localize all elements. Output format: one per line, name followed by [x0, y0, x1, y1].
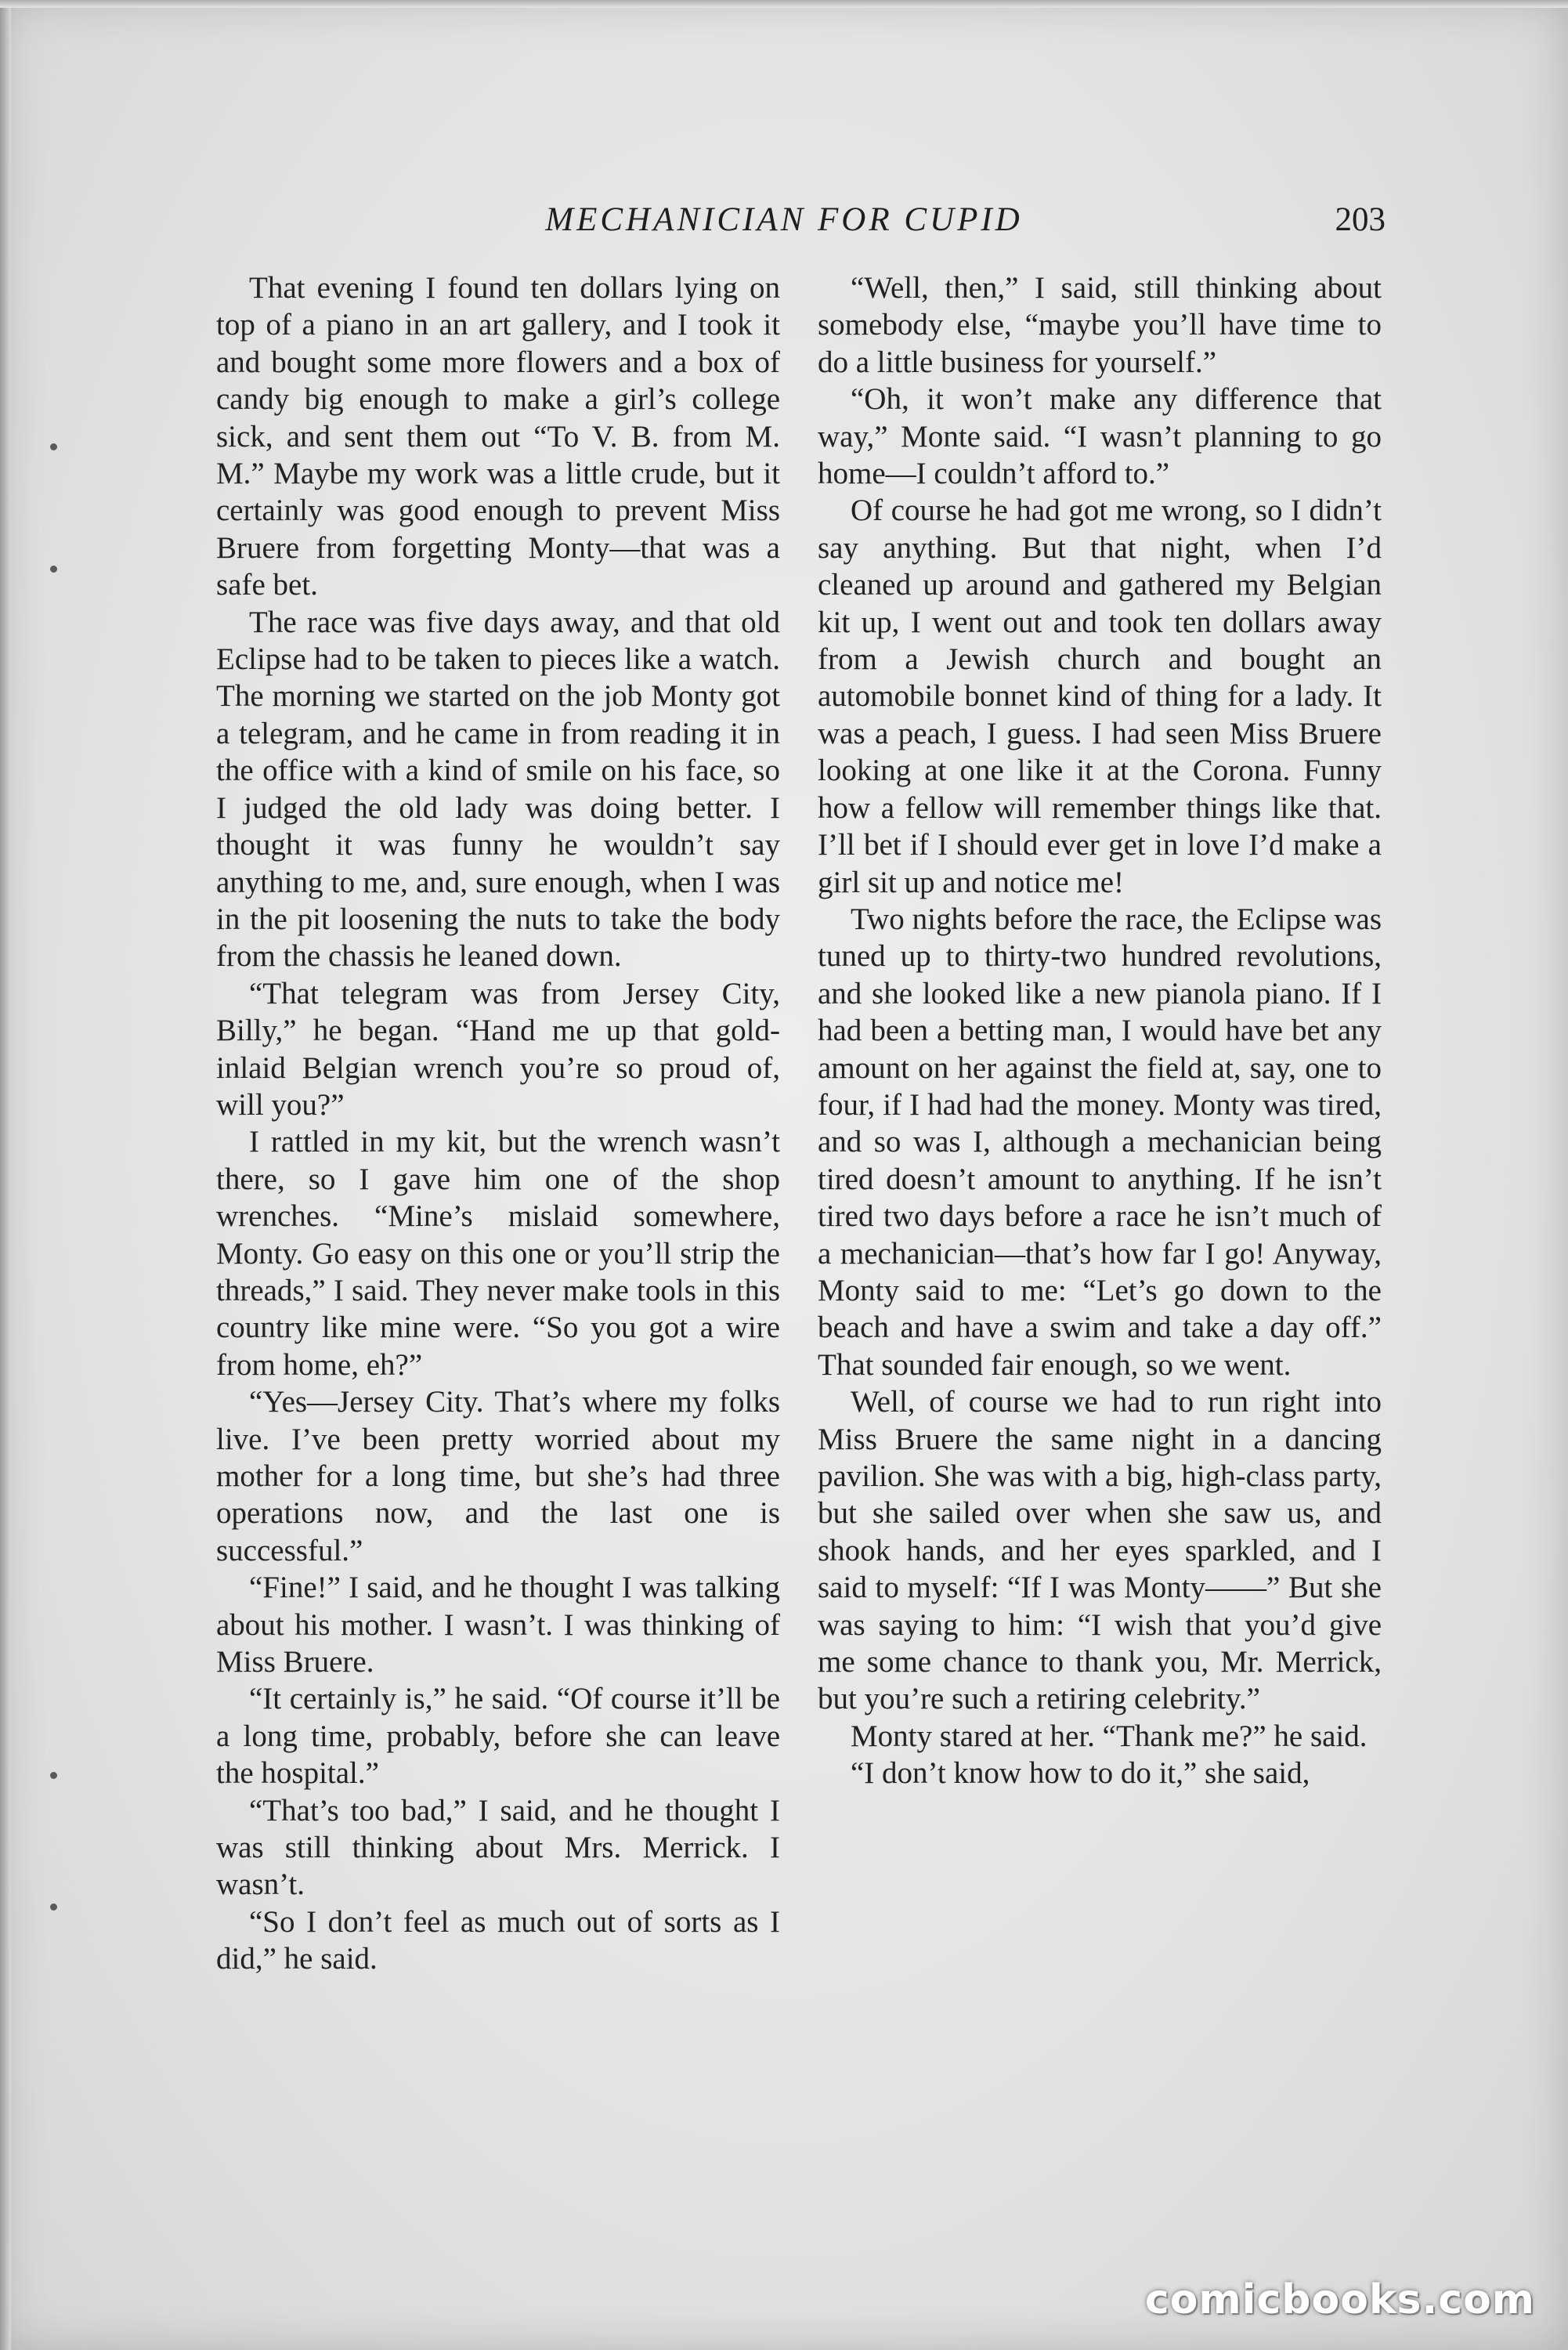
binding-hole [50, 443, 57, 450]
binding-hole [50, 1772, 57, 1779]
paragraph: “Well, then,” I said, still thinking about somebody else, “maybe you’ll have time to do a little business for yourself.” [818, 271, 1382, 379]
page-edge-top [0, 0, 1568, 8]
paragraph: “That’s too bad,” I said, and he thought I was still thinking about Mrs. Merrick. I wasn’t. [216, 1793, 780, 1902]
watermark: comicbooks.com [1144, 2276, 1535, 2323]
paragraph: “Fine!” I said, and he thought I was talking about his mother. I wasn’t. I was thinking of Miss Bruere. [216, 1571, 780, 1679]
paragraph: I rattled in my kit, but the wrench wasn’t there, so I gave him one of the shop wrenches. “Mine’s mislaid somewhere, Monty. Go easy on this one or you’ll strip the threads,” I said. They never make tools in this country like mine were. “So you got a wire from home, eh?” [216, 1125, 780, 1382]
paragraph: “It certainly is,” he said. “Of course it’ll be a long time, probably, before she can leave the hospital.” [216, 1682, 780, 1791]
paragraph: “I don’t know how to do it,” she said, [851, 1756, 1310, 1791]
page-edge [0, 0, 11, 2350]
page-header [0, 201, 1568, 248]
text-column-left [216, 269, 780, 1978]
paragraph: “Oh, it won’t make any difference that way,” Monte said. “I wasn’t planning to go home—I couldn’t afford to.” [818, 382, 1382, 491]
paragraph: “That telegram was from Jersey City, Billy,” he began. “Hand me up that gold-inlaid Belgian wrench you’re so proud of, will you?” [216, 976, 780, 1122]
paragraph: Monty stared at her. “Thank me?” he said. [851, 1719, 1367, 1753]
paragraph: Well, of course we had to run right into Miss Bruere the same night in a dancing pavilion. She was with a big, high-class party, but she sailed over when she saw us, and shook hands, and her eyes sparkled, and I said to myself: “If I was Monty——” But she was saying to him: “I wish that you’d give me some chance to thank you, Mr. Merrick, but you’re such a retiring celebrity.” [818, 1385, 1382, 1716]
paragraph: Of course he had got me wrong, so I didn’t say anything. But that night, when I’d cleaned up around and gathered my Belgian kit up, I went out and took ten dollars away from a Jewish church and bought an automobile bonnet kind of thing for a lady. It was a peach, I guess. I had seen Miss Bruere looking at one like it at the Corona. Funny how a fellow will remember things like that. I’ll bet if I should ever get in love I’d make a girl sit up and notice me! [818, 494, 1382, 899]
text-column-right [818, 269, 1382, 1792]
binding-hole [50, 1904, 57, 1911]
binding-hole [50, 566, 57, 573]
running-title: MECHANICIAN FOR CUPID [545, 201, 1023, 238]
paragraph: “Yes—Jersey City. That’s where my folks live. I’ve been pretty worried about my mother for a long time, but she’s had three operations now, and the last one is successful.” [216, 1385, 780, 1567]
paragraph: That evening I found ten dollars lying on top of a piano in an art gallery, and I took it and bought some more flowers and a box of candy big enough to make a girl’s college sick, and sent them out “To V. B. from M. M.” Maybe my work was a little crude, but it certainly was good enough to prevent Miss Bruere from forgetting Monty—that was a safe bet. [216, 271, 780, 602]
paragraph: Two nights before the race, the Eclipse was tuned up to thirty-two hundred revolutions, and she looked like a new pianola piano. If I had been a betting man, I would have bet any amount on her against the field at, say, one to four, if I had had the money. Monty was tired, and so was I, although a mechanician being tired doesn’t amount to anything. If he isn’t tired two days before a race he isn’t much of a mechanician—that’s how far I go! Anyway, Monty said to me: “Let’s go down to the beach and have a swim and take a day off.” That sounded fair enough, so we went. [818, 902, 1382, 1382]
paragraph: The race was five days away, and that old Eclipse had to be taken to pieces like a watch. The morning we started on the job Monty got a telegram, and he came in from reading it in the office with a kind of smile on his face, so I judged the old lady was doing better. I thought it was funny he wouldn’t say anything to me, and, sure enough, when I was in the pit loosening the nuts to take the body from the chassis he leaned down. [216, 605, 780, 974]
paragraph: “So I don’t feel as much out of sorts as I did,” he said. [216, 1904, 780, 1976]
page-number: 203 [1335, 201, 1386, 238]
